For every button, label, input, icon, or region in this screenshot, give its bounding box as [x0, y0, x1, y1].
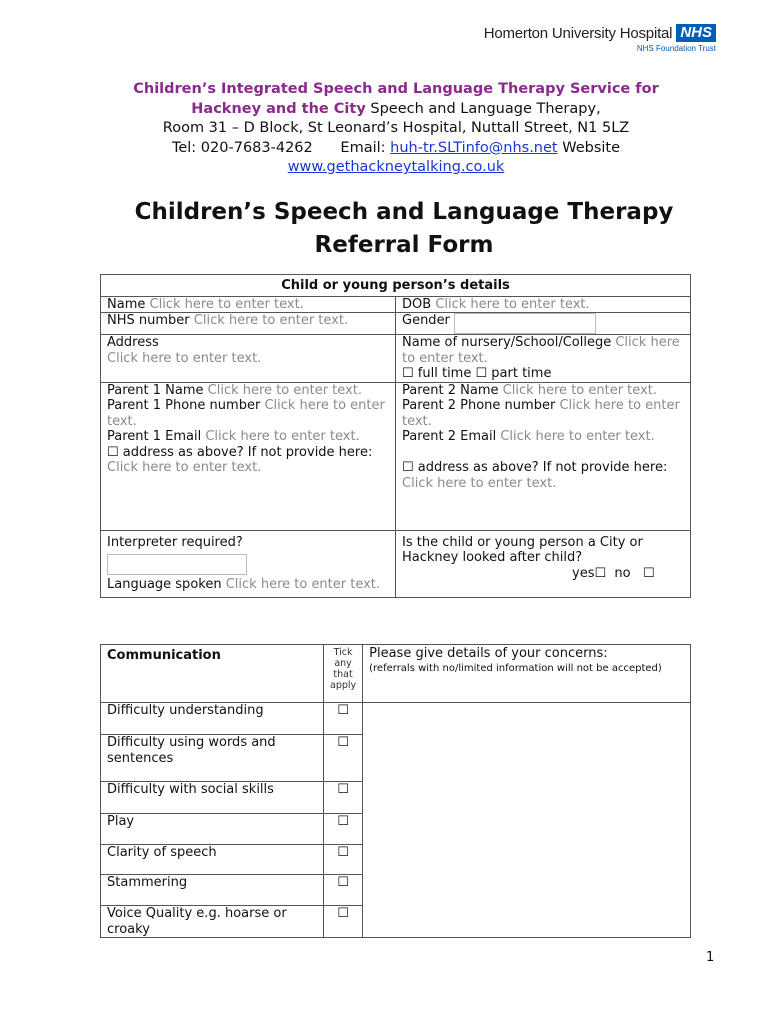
trust-name: NHS Foundation Trust: [636, 44, 716, 53]
comm-checkbox-understanding[interactable]: ☐: [324, 703, 363, 735]
title-line2: Referral Form: [314, 232, 494, 258]
parent2-phone-field[interactable]: Click here to enter text.: [402, 398, 680, 429]
parent1-name-field[interactable]: Click here to enter text.: [207, 382, 362, 398]
parent2-address-checkbox[interactable]: ☐: [402, 460, 414, 475]
service-header: [100, 80, 692, 178]
comm-checkbox-words[interactable]: ☐: [324, 735, 363, 782]
full-time-label: full time: [417, 366, 472, 381]
nhs-number-cell: [101, 313, 396, 335]
parent1-address-checkbox[interactable]: ☐: [107, 444, 119, 460]
address-cell: [101, 335, 396, 383]
nhs-logo: NHS: [676, 24, 716, 42]
parent2-email-label: Parent 2 Email: [402, 429, 497, 444]
page-number: 1: [706, 950, 715, 965]
name-cell: [101, 296, 396, 313]
parent1-address-field[interactable]: Click here to enter text.: [107, 460, 262, 475]
parent2-phone-label: Parent 2 Phone number: [402, 398, 556, 413]
part-time-checkbox[interactable]: ☐: [475, 366, 488, 381]
school-label: Name of nursery/School/College: [402, 335, 612, 350]
school-field[interactable]: Click here to enter text.: [402, 335, 680, 366]
parent1-email-label: Parent 1 Email: [107, 429, 202, 444]
comm-item-stammering: Stammering: [101, 875, 324, 906]
title-line1: Children’s Speech and Language Therapy: [134, 199, 674, 225]
parent2-cell: [396, 382, 691, 530]
parent2-name-label: Parent 2 Name: [402, 382, 499, 398]
comm-checkbox-social[interactable]: ☐: [324, 782, 363, 814]
gender-field[interactable]: [454, 313, 596, 334]
yes-label: yes: [572, 565, 595, 581]
comm-checkbox-clarity[interactable]: ☐: [324, 845, 363, 875]
comm-item-social: Difficulty with social skills: [101, 782, 324, 814]
service-name-line1: Children’s Integrated Speech and Language Therapy Service for: [133, 81, 659, 97]
interpreter-cell: [101, 530, 396, 597]
parent2-address-field[interactable]: Click here to enter text.: [402, 475, 557, 491]
tick-heading: Tick any that apply: [324, 645, 363, 703]
service-name-line2: Hackney and the City: [191, 100, 366, 117]
looked-after-label: Is the child or young person a City or Hackney looked after child?: [402, 534, 643, 565]
communication-table: [100, 644, 691, 938]
form-title: [90, 196, 718, 262]
concerns-field[interactable]: [363, 703, 691, 938]
details-heading: Child or young person’s details: [101, 275, 691, 297]
website-label: Website: [562, 139, 621, 156]
gender-cell: [396, 313, 691, 335]
email-label: Email:: [340, 139, 386, 156]
name-label: Name: [107, 296, 146, 312]
language-label: Language spoken: [107, 577, 222, 592]
part-time-label: part time: [491, 366, 552, 381]
child-details-table: [100, 274, 691, 598]
dob-label: DOB: [402, 296, 432, 312]
interpreter-label: Interpreter required?: [107, 534, 243, 550]
department: Speech and Language Therapy,: [370, 100, 601, 117]
parent1-phone-label: Parent 1 Phone number: [107, 398, 261, 413]
comm-item-words: Difficulty using words and sentences: [101, 735, 324, 782]
parent1-phone-field[interactable]: Click here to enter text.: [107, 398, 385, 429]
dob-cell: [396, 296, 691, 313]
nhs-number-field[interactable]: Click here to enter text.: [193, 313, 349, 328]
interpreter-field[interactable]: [107, 554, 247, 575]
concerns-title: Please give details of your concerns:: [369, 646, 608, 661]
comm-item-understanding: Difficulty understanding: [101, 703, 324, 735]
parent2-name-field[interactable]: Click here to enter text.: [502, 382, 657, 398]
concerns-header-cell: [363, 645, 691, 703]
comm-item-clarity: Clarity of speech: [101, 845, 324, 875]
full-time-checkbox[interactable]: ☐: [402, 366, 414, 381]
parent1-email-field[interactable]: Click here to enter text.: [205, 429, 360, 444]
parent1-name-label: Parent 1 Name: [107, 382, 204, 398]
school-cell: [396, 335, 691, 383]
parent1-address-label: address as above? If not provide here:: [122, 444, 373, 460]
dob-field[interactable]: Click here to enter text.: [435, 296, 590, 312]
communication-heading: Communication: [101, 645, 324, 703]
comm-checkbox-stammering[interactable]: ☐: [324, 875, 363, 906]
concerns-note: (referrals with no/limited information will not be accepted): [369, 662, 662, 674]
gender-label: Gender: [402, 313, 450, 328]
address-field[interactable]: Click here to enter text.: [107, 350, 262, 366]
parent2-email-field[interactable]: Click here to enter text.: [500, 429, 655, 444]
address-label: Address: [107, 335, 159, 350]
website-link[interactable]: www.gethackneytalking.co.uk: [287, 159, 505, 175]
parent1-cell: [101, 382, 396, 530]
telephone: Tel: 020-7683-4262: [171, 139, 313, 156]
comm-item-voice: Voice Quality e.g. hoarse or croaky: [101, 906, 324, 938]
comm-item-play: Play: [101, 814, 324, 845]
no-checkbox[interactable]: ☐: [643, 565, 655, 581]
address: Room 31 – D Block, St Leonard’s Hospital, Nuttall Street, N1 5LZ: [162, 120, 630, 136]
hospital-logo: [484, 24, 716, 53]
yes-checkbox[interactable]: ☐: [594, 565, 607, 581]
nhs-number-label: NHS number: [107, 313, 190, 328]
parent2-address-label: address as above? If not provide here:: [417, 460, 668, 475]
comm-checkbox-voice[interactable]: ☐: [324, 906, 363, 938]
no-label: no: [614, 565, 631, 581]
name-field[interactable]: Click here to enter text.: [149, 296, 304, 312]
comm-checkbox-play[interactable]: ☐: [324, 814, 363, 845]
looked-after-cell: [396, 530, 691, 597]
email-link[interactable]: huh-tr.SLTinfo@nhs.net: [390, 139, 558, 156]
hospital-name: Homerton University Hospital: [483, 24, 673, 42]
language-field[interactable]: Click here to enter text.: [225, 577, 381, 592]
